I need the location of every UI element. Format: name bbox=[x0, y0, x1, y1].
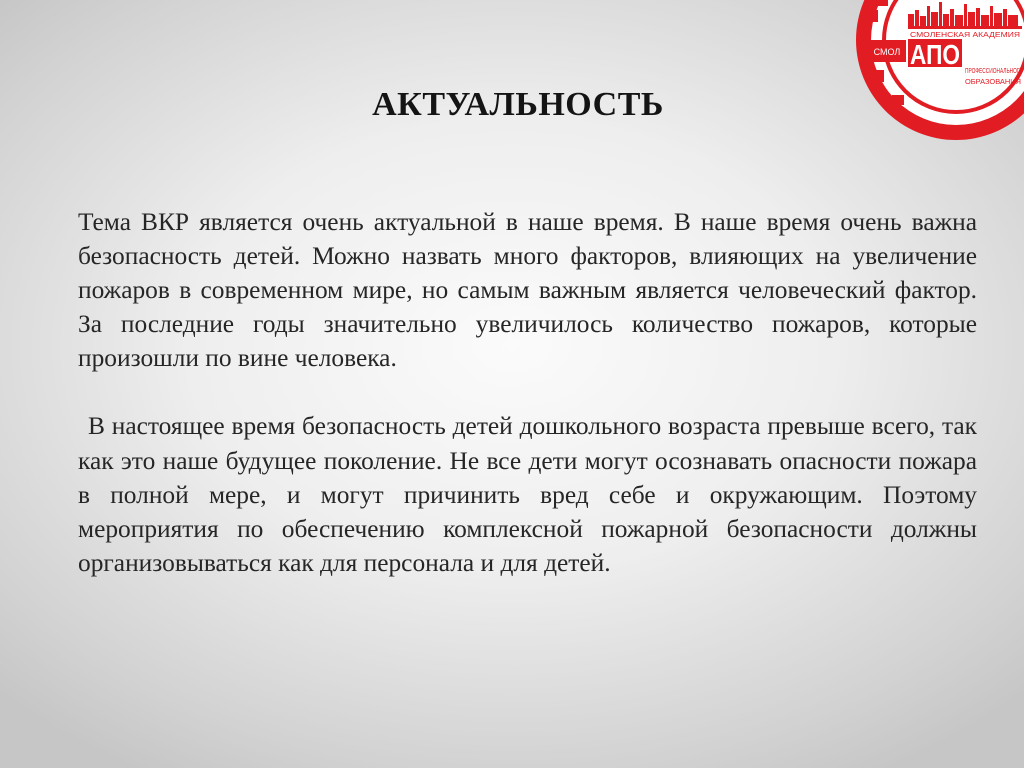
slide-title: АКТУАЛЬНОСТЬ bbox=[372, 86, 664, 123]
logo-top-line: СМОЛЕНСКАЯ АКАДЕМИЯ bbox=[910, 30, 1020, 39]
paragraph-2: В настоящее время безопасность детей дошкольного возраста превыше всего, так как это наше будущее поколение. Не все дети могут осознавать опасности пожара в полной мере, и могут причинить вред себе и окружающим. Поэтому мероприятия по обеспечению комплексной пожарной безопасности должны организовываться как для персонала и для детей. bbox=[78, 412, 977, 577]
academy-logo bbox=[834, 0, 1024, 150]
logo-side-text: СМОЛ bbox=[873, 47, 901, 57]
logo-line-1: ПРОФЕССИОНАЛЬНОГО bbox=[965, 66, 1024, 75]
paragraph-1: Тема ВКР является очень актуальной в наше время. В наше время очень важна безопасность детей. Можно назвать много факторов, влияющих на увеличение пожаров в современном мире, но самым важным является человеческий фактор. За последние годы значительно увеличилось количество пожаров, которые произошли по вине человека. bbox=[78, 208, 977, 373]
logo-abbr: АПО bbox=[910, 39, 960, 70]
logo-line-2: ОБРАЗОВАНИЯ bbox=[965, 77, 1021, 86]
slide-body bbox=[78, 205, 977, 580]
